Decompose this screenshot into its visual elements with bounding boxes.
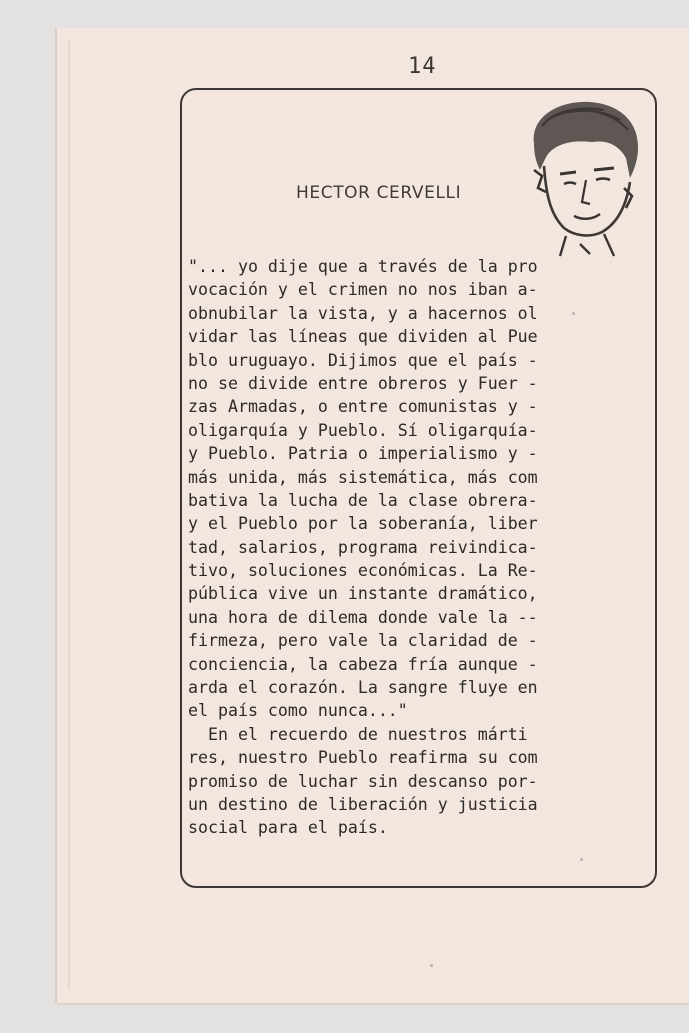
text-line: conciencia, la cabeza fría aunque -: [188, 654, 538, 674]
text-line: bativa la lucha de la clase obrera-: [188, 490, 538, 510]
dust-speck: [430, 964, 433, 967]
text-line: y Pueblo. Patria o imperialismo y -: [188, 444, 538, 464]
text-line: el país como nunca...": [188, 701, 408, 721]
text-line: no se divide entre obreros y Fuer -: [188, 373, 538, 393]
text-line: una hora de dilema donde vale la --: [188, 607, 538, 627]
text-line: promiso de luchar sin descanso por-: [188, 771, 538, 791]
text-line: res, nuestro Pueblo reafirma su com: [188, 748, 538, 768]
text-line: En el recuerdo de nuestros márti: [188, 724, 528, 744]
text-line: "... yo dije que a través de la pro: [188, 257, 538, 276]
page-edge: [68, 40, 70, 990]
text-line: social para el país.: [188, 818, 388, 838]
text-line: zas Armadas, o entre comunistas y -: [188, 397, 538, 417]
text-line: tad, salarios, programa reivindica-: [188, 537, 538, 557]
text-line: y el Pueblo por la soberanía, liber: [188, 514, 538, 534]
text-line: tivo, soluciones económicas. La Re-: [188, 561, 538, 581]
text-line: vocación y el crimen no nos iban a-: [188, 280, 538, 300]
text-line: pública vive un instante dramático,: [188, 584, 538, 604]
text-line: más unida, más sistemática, más com: [188, 467, 538, 487]
quote-text: [188, 255, 648, 840]
text-line: firmeza, pero vale la claridad de -: [188, 631, 538, 651]
dust-speck: [580, 858, 583, 861]
dust-speck: [572, 312, 575, 315]
text-line: blo uruguayo. Dijimos que el país -: [188, 350, 538, 370]
text-line: un destino de liberación y justicia: [188, 794, 538, 814]
portrait-sketch-icon: [520, 96, 644, 260]
text-line: vidar las líneas que dividen al Pue: [188, 327, 538, 347]
text-line: arda el corazón. La sangre fluye en: [188, 678, 538, 698]
text-line: obnubilar la vista, y a hacernos ol: [188, 303, 538, 323]
text-line: oligarquía y Pueblo. Sí oligarquía-: [188, 420, 538, 440]
heading: HECTOR CERVELLI: [296, 183, 462, 203]
page-number: 14: [408, 54, 437, 79]
